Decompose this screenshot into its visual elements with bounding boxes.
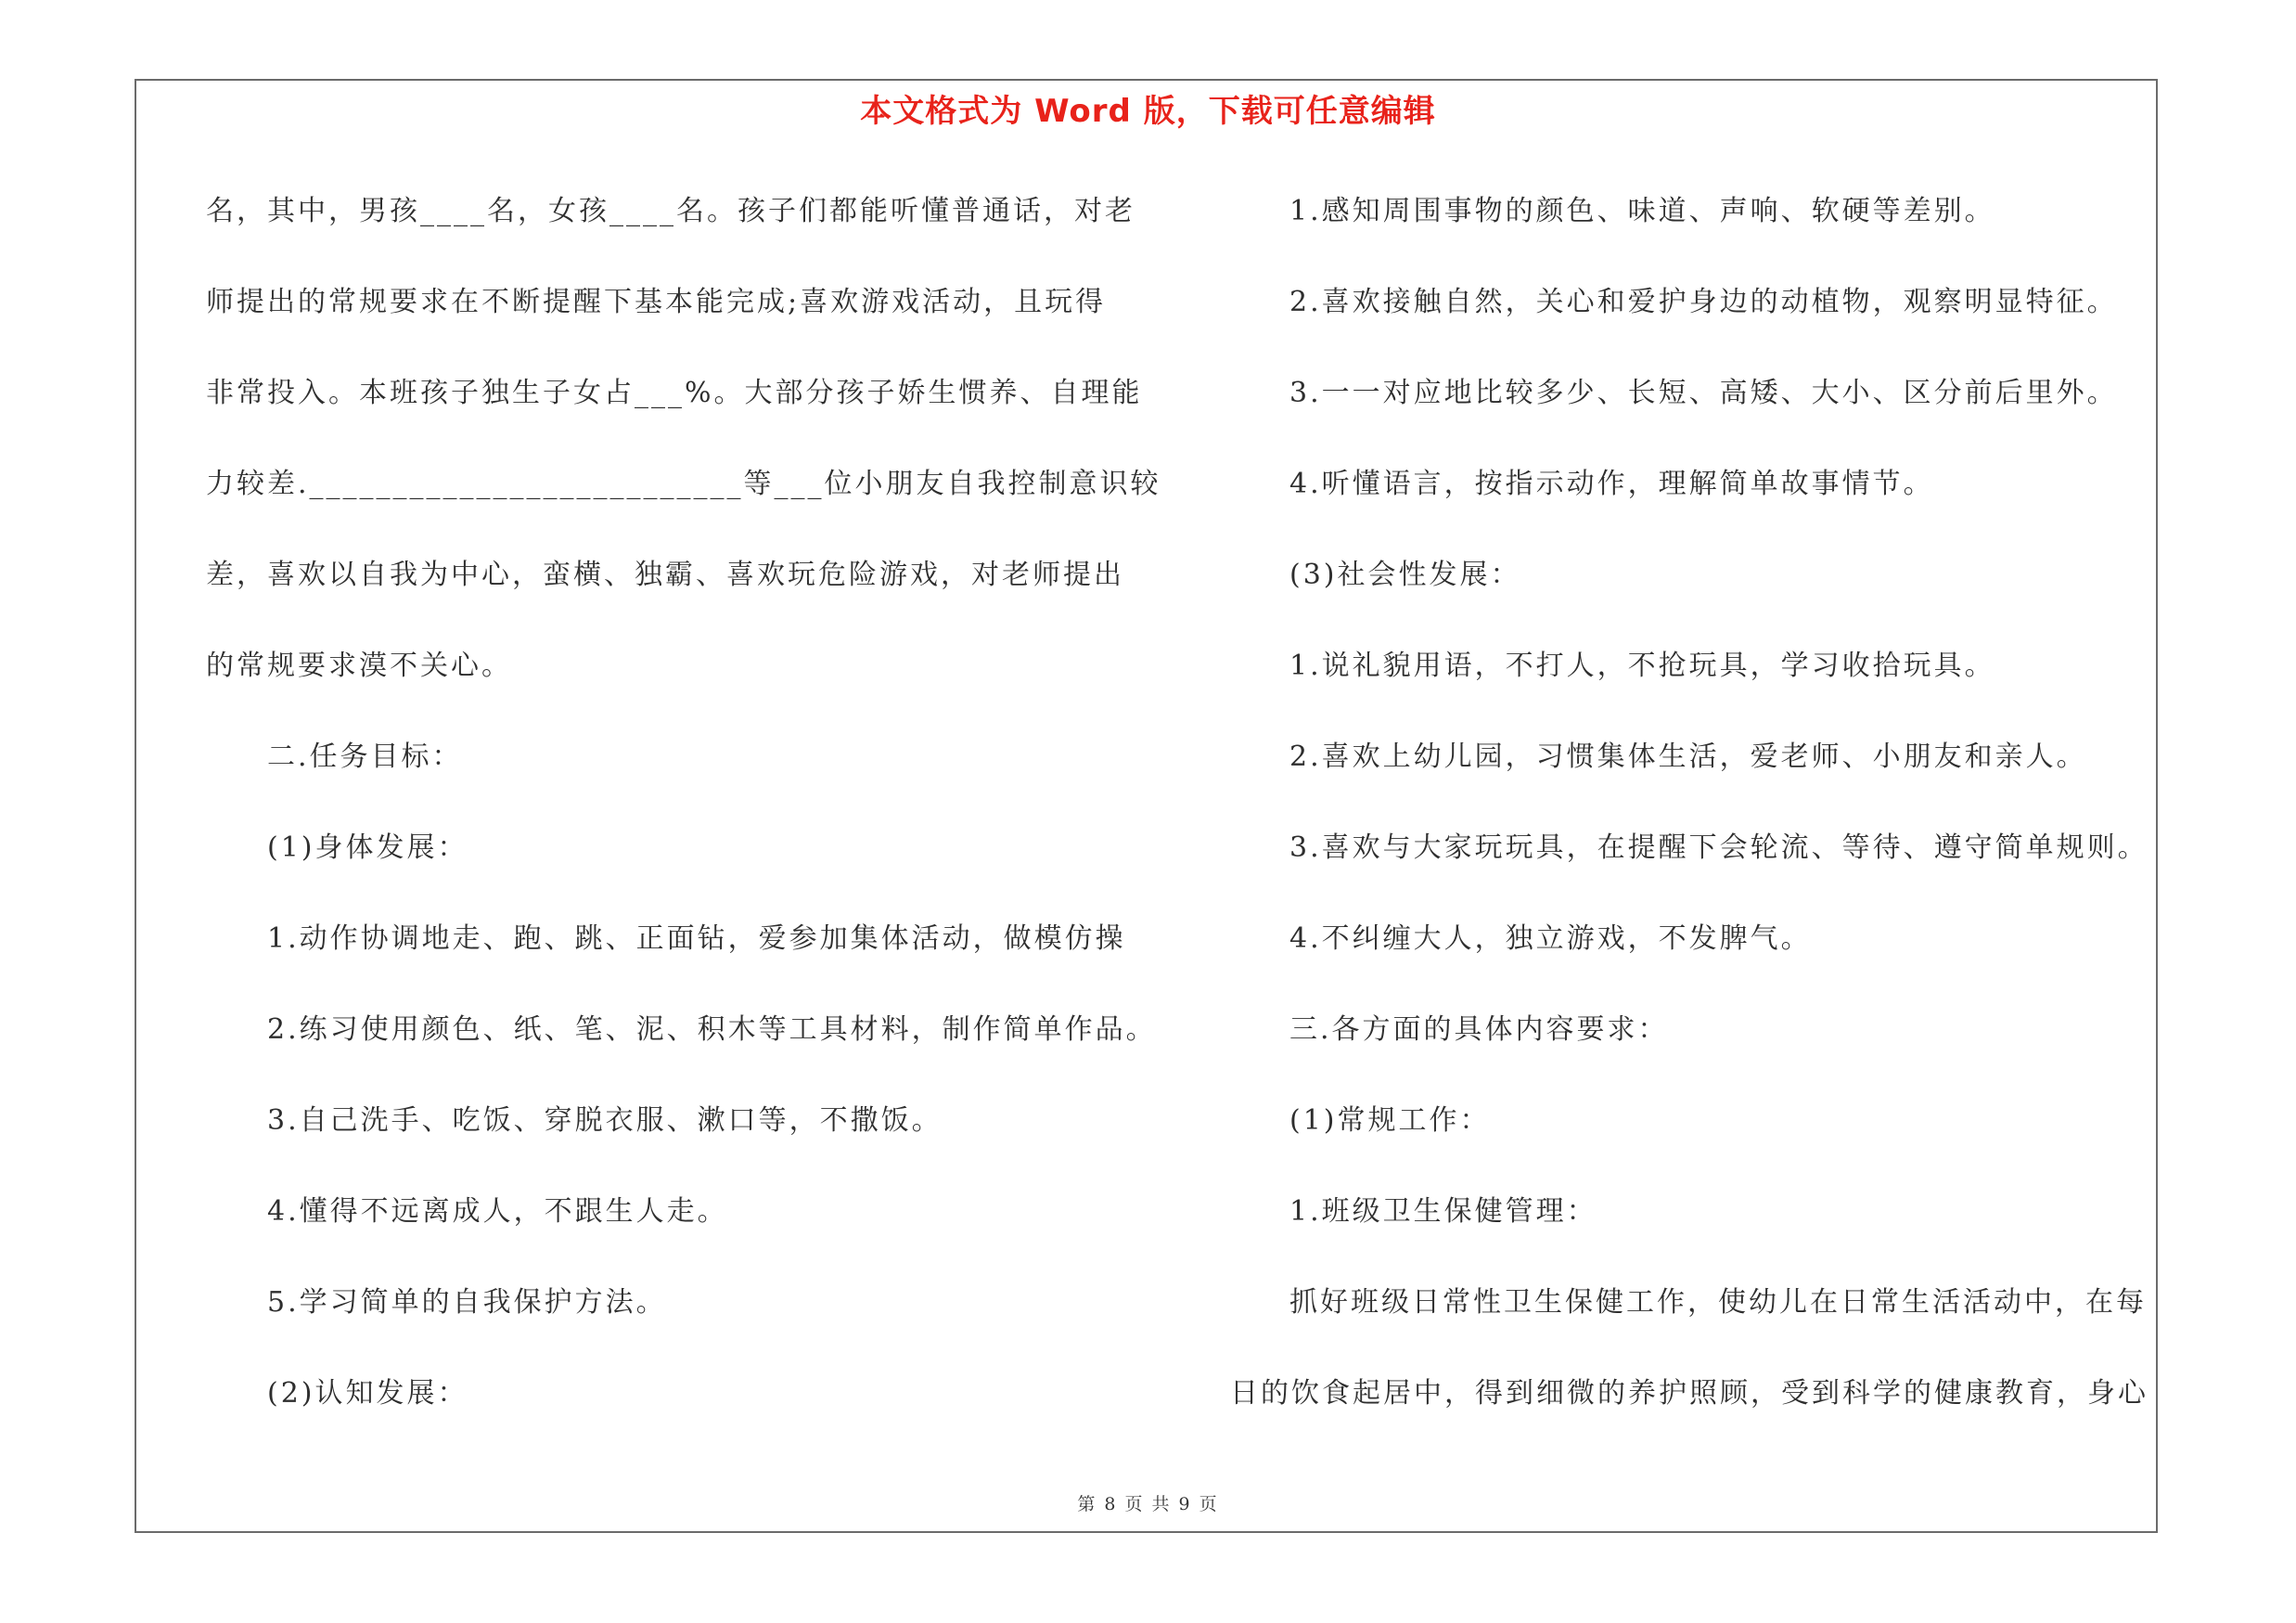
list-item: 3.自己洗手、吃饭、穿脱衣服、漱口等，不撒饭。 [267,1104,943,1137]
list-item: 3.喜欢与大家玩玩具，在提醒下会轮流、等待、遵守简单规则。 [1289,831,2148,864]
list-item: 4.不纠缠大人，独立游戏，不发脾气。 [1289,922,1812,955]
list-item: 1.说礼貌用语，不打人，不抢玩具，学习收拾玩具。 [1289,650,1995,682]
text-line: 师提出的常规要求在不断提醒下基本能完成;喜欢游戏活动，且玩得 [206,286,1107,318]
list-item: 2.喜欢接触自然，关心和爱护身边的动植物，观察明显特征。 [1289,286,2118,318]
text-line: 非常投入。本班孩子独生子女占___%。大部分孩子娇生惯养、自理能 [206,377,1143,409]
paragraph-line: 抓好班级日常性卫生保健工作，使幼儿在日常生活活动中，在每 [1289,1286,2147,1319]
subsection-heading: (3)社会性发展： [1289,559,1521,591]
list-item: 4.懂得不远离成人，不跟生人走。 [267,1195,728,1228]
list-item: 5.学习简单的自我保护方法。 [267,1286,667,1319]
list-item: 3.一一对应地比较多少、长短、高矮、大小、区分前后里外。 [1289,377,2118,409]
text-line: 的常规要求漠不关心。 [206,650,512,682]
list-item: 2.喜欢上幼儿园，习惯集体生活，爱老师、小朋友和亲人。 [1289,741,2087,773]
section-heading: 二.任务目标： [267,741,463,773]
subsection-heading: (2)认知发展： [267,1377,468,1410]
list-item: 1.动作协调地走、跑、跳、正面钻，爱参加集体活动，做模仿操 [267,922,1126,955]
text-line: 名，其中，男孩____名，女孩____名。孩子们都能听懂普通话，对老 [206,195,1135,227]
list-item: 1.班级卫生保健管理： [1289,1195,1597,1228]
list-item: 2.练习使用颜色、纸、笔、泥、积木等工具材料，制作简单作品。 [267,1013,1157,1046]
document-banner: 本文格式为 Word 版，下载可任意编辑 [860,93,1436,130]
text-line: 力较差.__________________________等___位小朋友自我控制意识较 [206,468,1161,500]
list-item: 4.听懂语言，按指示动作，理解简单故事情节。 [1289,468,1934,500]
section-heading: 三.各方面的具体内容要求： [1289,1013,1669,1046]
text-line: 差，喜欢以自我为中心，蛮横、独霸、喜欢玩危险游戏，对老师提出 [206,559,1124,591]
paragraph-line: 日的饮食起居中，得到细微的养护照顾，受到科学的健康教育，身心 [1230,1377,2148,1410]
subsection-heading: (1)身体发展： [267,831,468,864]
page-footer: 第 8 页 共 9 页 [1077,1494,1219,1514]
subsection-heading: (1)常规工作： [1289,1104,1491,1137]
list-item: 1.感知周围事物的颜色、味道、声响、软硬等差别。 [1289,195,1995,227]
